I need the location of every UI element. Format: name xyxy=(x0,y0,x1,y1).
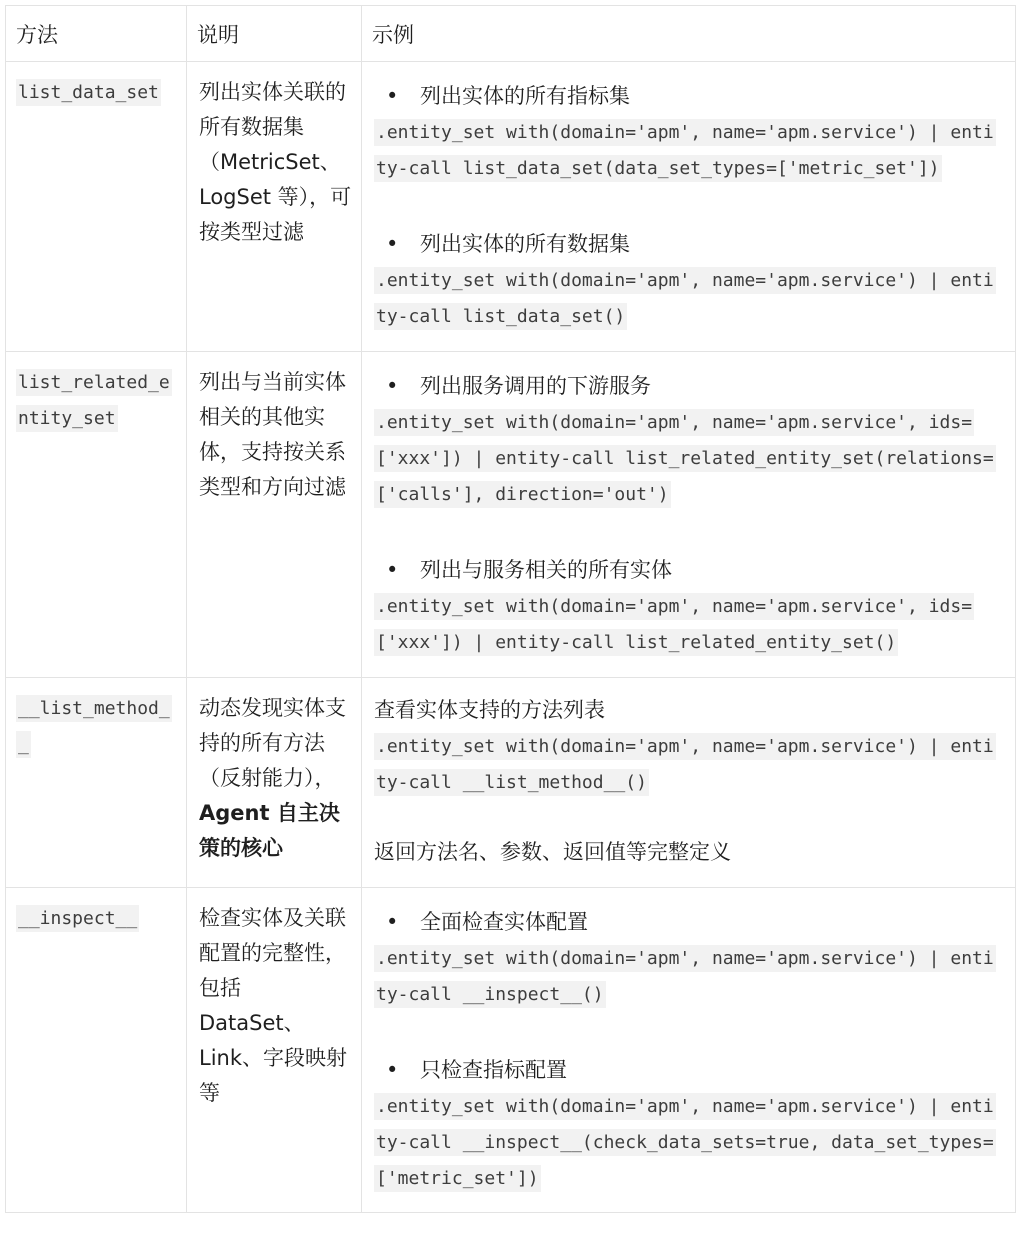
table-row xyxy=(6,62,1016,352)
code-snippet: .entity_set with(domain='apm', name='apm.service') | entity-call __inspect__(check_data_sets=true, data_set_types=['metric_set']) xyxy=(374,1093,996,1192)
method-cell xyxy=(6,888,187,1213)
method-name: __list_method__ xyxy=(16,695,172,758)
description-cell: 列出与当前实体相关的其他实体，支持按关系类型和方向过滤 xyxy=(187,352,362,678)
table-header-row xyxy=(6,6,1016,62)
example-title: 只检查指标配置 xyxy=(420,1058,567,1082)
bullet-icon: • xyxy=(386,558,399,582)
method-cell xyxy=(6,678,187,888)
code-snippet: .entity_set with(domain='apm', name='apm.service', ids=['xxx']) | entity-call list_related_entity_set(relations=['calls'], direction='out') xyxy=(374,409,996,508)
list-item xyxy=(374,907,999,937)
list-item xyxy=(374,371,999,401)
example-cell xyxy=(362,62,1016,352)
bullet-icon: • xyxy=(386,374,399,398)
code-snippet: .entity_set with(domain='apm', name='apm.service') | entity-call list_data_set(data_set_types=['metric_set']) xyxy=(374,119,996,182)
method-name: list_related_entity_set xyxy=(16,369,172,432)
methods-table xyxy=(5,5,1016,1213)
example-title: 全面检查实体配置 xyxy=(420,910,588,934)
example-title: 列出实体的所有指标集 xyxy=(420,84,630,108)
header-example: 示例 xyxy=(362,6,1016,62)
description-emphasis: Agent 自主决策的核心 xyxy=(199,801,340,860)
example-cell xyxy=(362,352,1016,678)
code-snippet: .entity_set with(domain='apm', name='apm.service', ids=['xxx']) | entity-call list_related_entity_set() xyxy=(374,593,974,656)
example-title: 列出实体的所有数据集 xyxy=(420,232,630,256)
list-item xyxy=(374,1055,999,1085)
code-snippet: .entity_set with(domain='apm', name='apm.service') | entity-call list_data_set() xyxy=(374,267,996,330)
example-title: 列出服务调用的下游服务 xyxy=(420,374,651,398)
description-text: 动态发现实体支持的所有方法（反射能力）， xyxy=(199,696,346,790)
description-cell: 检查实体及关联配置的完整性，包括 DataSet、Link、字段映射等 xyxy=(187,888,362,1213)
list-item xyxy=(374,81,999,111)
example-intro: 查看实体支持的方法列表 xyxy=(374,698,605,722)
bullet-icon: • xyxy=(386,84,399,108)
list-item xyxy=(374,555,999,585)
example-note: 返回方法名、参数、返回值等完整定义 xyxy=(374,840,731,864)
header-method: 方法 xyxy=(6,6,187,62)
method-cell xyxy=(6,352,187,678)
table-row xyxy=(6,888,1016,1213)
description-cell: 列出实体关联的所有数据集（MetricSet、LogSet 等），可按类型过滤 xyxy=(187,62,362,352)
example-title: 列出与服务相关的所有实体 xyxy=(420,558,672,582)
description-cell xyxy=(187,678,362,888)
list-item xyxy=(374,229,999,259)
method-name: __inspect__ xyxy=(16,905,139,932)
header-description: 说明 xyxy=(187,6,362,62)
method-name: list_data_set xyxy=(16,79,161,106)
example-cell xyxy=(362,678,1016,888)
example-cell xyxy=(362,888,1016,1213)
code-snippet: .entity_set with(domain='apm', name='apm.service') | entity-call __list_method__() xyxy=(374,733,996,796)
method-cell xyxy=(6,62,187,352)
table-row xyxy=(6,678,1016,888)
bullet-icon: • xyxy=(386,232,399,256)
bullet-icon: • xyxy=(386,1058,399,1082)
bullet-icon: • xyxy=(386,910,399,934)
code-snippet: .entity_set with(domain='apm', name='apm.service') | entity-call __inspect__() xyxy=(374,945,996,1008)
table-row xyxy=(6,352,1016,678)
